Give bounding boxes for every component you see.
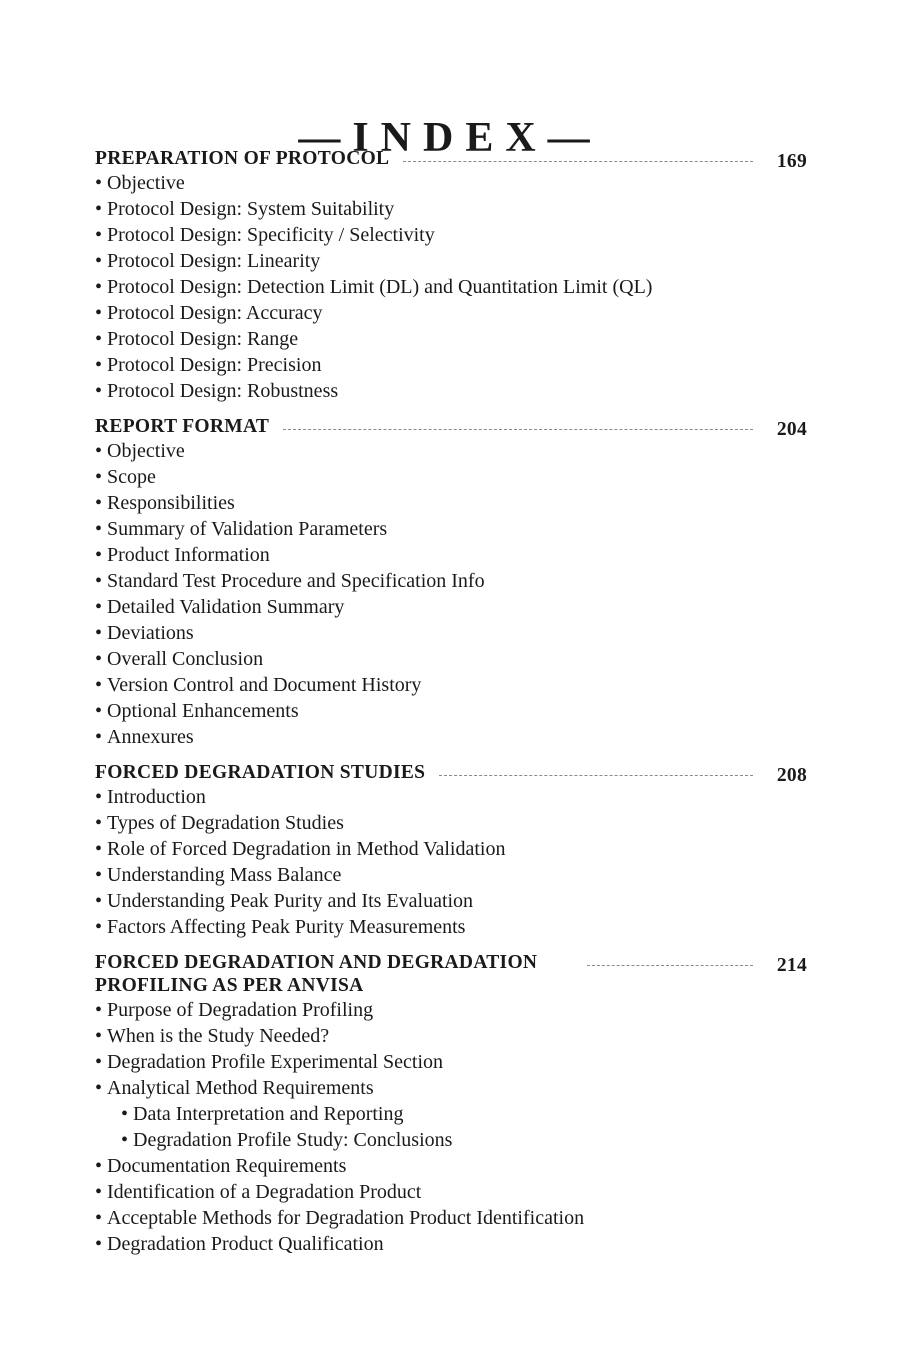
list-item	[95, 888, 807, 914]
list-item	[95, 1049, 807, 1075]
list-item-text: Protocol Design: Range	[107, 328, 299, 350]
list-item-text: When is the Study Needed?	[107, 1025, 330, 1047]
bullet-icon: •	[95, 812, 103, 834]
topic-list	[95, 438, 807, 750]
list-item	[95, 1101, 807, 1127]
bullet-icon: •	[95, 1155, 103, 1177]
list-item	[95, 1127, 807, 1153]
section-heading-row	[95, 948, 807, 997]
dotted-leader	[587, 965, 753, 966]
list-item	[95, 378, 807, 404]
bullet-icon: •	[121, 1129, 129, 1151]
list-item	[95, 490, 807, 516]
list-item-text: Types of Degradation Studies	[107, 812, 344, 834]
list-item	[95, 542, 807, 568]
bullet-icon: •	[95, 786, 103, 808]
list-item-text: Deviations	[107, 622, 194, 644]
dotted-leader	[403, 161, 753, 162]
list-item-text: Degradation Profile Experimental Section	[107, 1051, 444, 1073]
page-number: 204	[776, 419, 807, 440]
bullet-icon: •	[95, 328, 103, 350]
bullet-icon: •	[95, 492, 103, 514]
list-item	[95, 724, 807, 750]
bullet-icon: •	[95, 864, 103, 886]
list-item-text: Annexures	[107, 726, 194, 748]
list-item-text: Overall Conclusion	[107, 648, 264, 670]
topic-list	[95, 170, 807, 404]
list-item	[95, 222, 807, 248]
list-item-text: Detailed Validation Summary	[107, 596, 345, 618]
bullet-icon: •	[95, 172, 103, 194]
bullet-icon: •	[95, 1233, 103, 1255]
list-item-text: Optional Enhancements	[107, 700, 299, 722]
list-item-text: Responsibilities	[107, 492, 235, 514]
list-item	[95, 914, 807, 940]
list-item-text: Documentation Requirements	[107, 1155, 347, 1177]
list-item-text: Protocol Design: Precision	[107, 354, 322, 376]
list-item	[95, 646, 807, 672]
bullet-icon: •	[95, 674, 103, 696]
bullet-icon: •	[95, 1077, 103, 1099]
list-item-text: Degradation Product Qualification	[107, 1233, 384, 1255]
list-item	[95, 326, 807, 352]
list-item-text: Objective	[107, 172, 185, 194]
list-item	[95, 1179, 807, 1205]
bullet-icon: •	[95, 622, 103, 644]
list-item	[95, 1023, 807, 1049]
list-item-text: Acceptable Methods for Degradation Product Identification	[107, 1207, 585, 1229]
list-item	[95, 1205, 807, 1231]
list-item-text: Understanding Mass Balance	[107, 864, 342, 886]
list-item-text: Summary of Validation Parameters	[107, 518, 388, 540]
section-heading-row	[95, 758, 807, 784]
bullet-icon: •	[95, 1025, 103, 1047]
list-item	[95, 594, 807, 620]
bullet-icon: •	[95, 302, 103, 324]
list-item	[95, 568, 807, 594]
list-item-text: Protocol Design: Robustness	[107, 380, 339, 402]
list-item-text: Data Interpretation and Reporting	[133, 1103, 404, 1125]
bullet-icon: •	[95, 250, 103, 272]
bullet-icon: •	[121, 1103, 129, 1125]
list-item-text: Identification of a Degradation Product	[107, 1181, 422, 1203]
index-section	[95, 758, 807, 940]
list-item	[95, 248, 807, 274]
list-item	[95, 438, 807, 464]
list-item	[95, 997, 807, 1023]
list-item	[95, 516, 807, 542]
list-item-text: Factors Affecting Peak Purity Measurements	[107, 916, 466, 938]
list-item-text: Scope	[107, 466, 156, 488]
list-item	[95, 464, 807, 490]
bullet-icon: •	[95, 544, 103, 566]
list-item	[95, 196, 807, 222]
list-item-text: Protocol Design: Specificity / Selectivity	[107, 224, 435, 246]
list-item-text: Product Information	[107, 544, 270, 566]
bullet-icon: •	[95, 726, 103, 748]
section-heading: PREPARATION OF PROTOCOL	[95, 148, 390, 169]
bullet-icon: •	[95, 466, 103, 488]
section-heading: FORCED DEGRADATION AND DEGRADATION PROFILING AS PER ANVISA	[95, 952, 538, 996]
section-heading-row	[95, 144, 807, 170]
list-item-text: Objective	[107, 440, 185, 462]
bullet-icon: •	[95, 354, 103, 376]
list-item-text: Protocol Design: System Suitability	[107, 198, 395, 220]
list-item	[95, 300, 807, 326]
bullet-icon: •	[95, 596, 103, 618]
index-section	[95, 948, 807, 1257]
bullet-icon: •	[95, 224, 103, 246]
list-item	[95, 810, 807, 836]
list-item	[95, 620, 807, 646]
list-item	[95, 1075, 807, 1101]
list-item-text: Protocol Design: Accuracy	[107, 302, 323, 324]
list-item	[95, 274, 807, 300]
bullet-icon: •	[95, 276, 103, 298]
list-item	[95, 784, 807, 810]
page-number: 208	[776, 765, 807, 786]
section-heading: REPORT FORMAT	[95, 416, 270, 437]
list-item-text: Degradation Profile Study: Conclusions	[133, 1129, 453, 1151]
list-item	[95, 170, 807, 196]
list-item-text: Version Control and Document History	[107, 674, 422, 696]
list-item-text: Purpose of Degradation Profiling	[107, 999, 374, 1021]
list-item-text: Protocol Design: Linearity	[107, 250, 321, 272]
bullet-icon: •	[95, 198, 103, 220]
list-item	[95, 352, 807, 378]
bullet-icon: •	[95, 1051, 103, 1073]
list-item-text: Analytical Method Requirements	[107, 1077, 374, 1099]
list-item	[95, 672, 807, 698]
bullet-icon: •	[95, 916, 103, 938]
list-item	[95, 836, 807, 862]
topic-list	[95, 997, 807, 1257]
bullet-icon: •	[95, 999, 103, 1021]
index-section	[95, 144, 807, 404]
list-item	[95, 698, 807, 724]
bullet-icon: •	[95, 1207, 103, 1229]
bullet-icon: •	[95, 648, 103, 670]
list-item-text: Role of Forced Degradation in Method Validation	[107, 838, 506, 860]
dotted-leader	[439, 775, 753, 776]
list-item-text: Introduction	[107, 786, 206, 808]
section-heading: FORCED DEGRADATION STUDIES	[95, 762, 426, 783]
dotted-leader	[283, 429, 753, 430]
bullet-icon: •	[95, 440, 103, 462]
page-number: 169	[776, 151, 807, 172]
bullet-icon: •	[95, 1181, 103, 1203]
list-item	[95, 1153, 807, 1179]
bullet-icon: •	[95, 700, 103, 722]
page-number: 214	[776, 955, 807, 976]
bullet-icon: •	[95, 380, 103, 402]
index-section	[95, 412, 807, 750]
bullet-icon: •	[95, 890, 103, 912]
index-content	[95, 144, 807, 1265]
list-item	[95, 1231, 807, 1257]
page-title: —INDEX—	[298, 115, 602, 162]
list-item-text: Protocol Design: Detection Limit (DL) and Quantitation Limit (QL)	[107, 276, 653, 298]
bullet-icon: •	[95, 570, 103, 592]
bullet-icon: •	[95, 518, 103, 540]
topic-list	[95, 784, 807, 940]
list-item	[95, 862, 807, 888]
section-heading-row	[95, 412, 807, 438]
list-item-text: Standard Test Procedure and Specification Info	[107, 570, 485, 592]
list-item-text: Understanding Peak Purity and Its Evaluation	[107, 890, 474, 912]
bullet-icon: •	[95, 838, 103, 860]
